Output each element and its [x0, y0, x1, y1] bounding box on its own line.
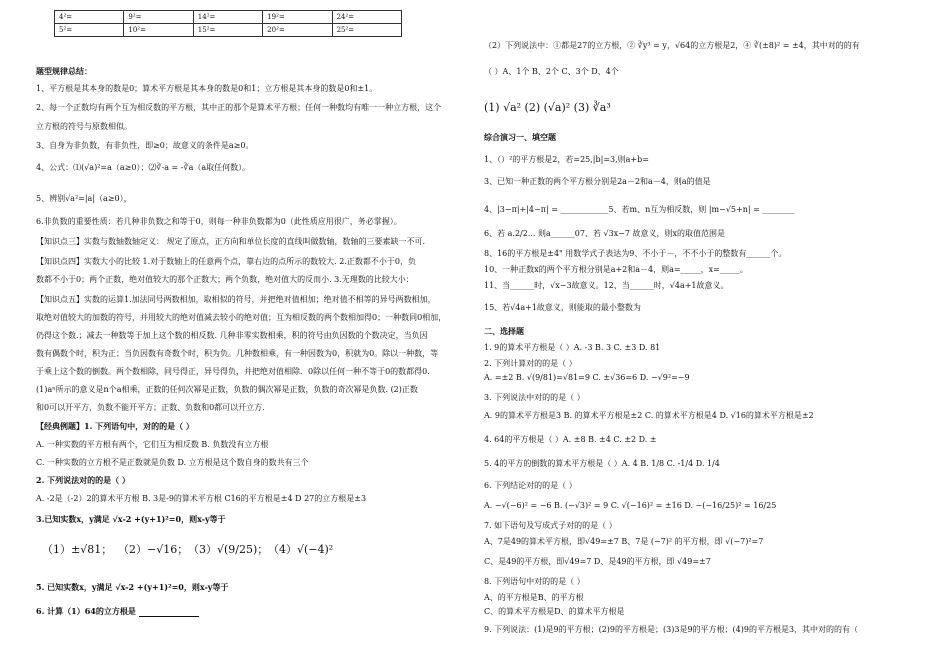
- question-title: [36, 606, 199, 617]
- text-line: 【知识点四】实数大小的比较 1.对于数轴上的任意两个点，靠右边的点所示的数较大. 2.正数都不小于0，负: [36, 257, 416, 266]
- choice-line: A、7是49的算术平方根，即√49=±7 B、7是 (−7)² 的平方根，即 √(−7)²=7: [484, 537, 764, 546]
- choice-line: 5. 4的平方的倒数的算术平方根是（ ）A. 4 B. 1/8 C. -1/4 D. 1/4: [484, 459, 720, 468]
- fill-line: 15、若√4a+1故意义，则能取的最小整数为: [484, 303, 641, 312]
- choice-line: 4. 64的平方根是（ ）A. ±8 B. ±4 C. ±2 D. ±: [484, 435, 657, 444]
- table-cell: 10²=: [124, 24, 193, 37]
- section-title: 二、选择题: [484, 326, 524, 336]
- option-line: A. 一种实数的平方根有两个，它们互为相反数 B. 负数没有立方根: [36, 440, 269, 449]
- choice-line: 7. 如下语句及写成式子对的的是（ ）: [484, 521, 617, 530]
- choice-line: 1. 9的算术平方根是（ ）A. -3 B. 3 C. ±3 D. 81: [484, 343, 661, 352]
- table-cell: 9²=: [124, 11, 193, 24]
- answer-blank: [139, 608, 199, 617]
- text-line: 仍得这个数.；减去一种数等于加上这个数的相反数. 几种非零实数相乘，积的符号由负因数的个数决定，当负因: [36, 331, 428, 340]
- choice-line: 9. 下列说法：(1)是9的平方根；(2)9的平方根是；(3)3是9的平方根；(4)9的平方根是3，其中对的的有（: [484, 625, 859, 634]
- fill-line: 6、若 a.2/2... 则a______07、若 √3x−7 故意义，则x的取值范围是: [484, 229, 726, 238]
- powers-table: [54, 10, 402, 37]
- section-title: 综合演习一、填空题: [484, 132, 556, 142]
- text-line: 取绝对值较大的加数的符号，并用较大的绝对值减去较小的绝对值；互为相反数的两个数相加得0；一种数同0相加，: [36, 313, 447, 322]
- fill-line: 8、16的平方根是±4" 用数学式子表达为9、不小于－，不不小于的整数有______个。: [484, 249, 787, 258]
- expr-item: （2）−√16；: [118, 543, 189, 556]
- choice-line: A. 9的算术平方根是3 B. 的算术平方根是±2 C. 的算术平方根是4 D. √16的算术平方根是±2: [484, 411, 814, 420]
- table-row: [55, 11, 402, 24]
- expr-item: （4）√(−4)²: [268, 543, 334, 556]
- example-title: 【经典例题】1. 下列语句中，对的的是（ ）: [36, 421, 194, 431]
- text-line: 数都不小于0；两个正数，绝对值较大的那个正数大；两个负数，绝对值大的反而小. 3.无理数的比较大小：: [36, 275, 414, 284]
- text-line: 6.非负数的重要性质：若几种非负数之和等于0，则每一种非负数都为0（此性质应用很广，务必掌握）。: [36, 217, 402, 226]
- text-line: 5、辨别√a²=|a|（a≥0），: [36, 194, 132, 203]
- text-line: 【知识点三】实数与数轴数轴定义： 规定了原点，正方向和单位长度的直线叫做数轴，数轴的三要素缺一不可.: [36, 237, 426, 246]
- table-cell: 25²=: [332, 24, 401, 37]
- question-line: （2）下列说法中：①都是27的立方根，② ∛y³ = y，√64的立方根是2，④ ∛(±8)² = ±4，其中对的的有: [484, 41, 860, 50]
- fill-line: 1、（）²的平方根是2，若=25,|b|=3,则a+b=: [484, 155, 649, 164]
- text-line: (1)aⁿ所示的意义是n个a相乘，正数的任何次幂是正数，负数的偶次幂是正数，负数的奇次幂是负数. (2)正数: [36, 385, 418, 394]
- choice-line: C、的算术平方根是D、的算术平方根是: [484, 607, 625, 616]
- option-line: A. -2是（-2）2的算术平方根 B. 3是-9的算术平方根 C16的平方根是±4 D 27的立方根是±3: [36, 494, 367, 503]
- fill-line: 10、一种正数x的两个平方根分别是a+2和a－4，则a=_____，x=_____。: [484, 265, 748, 274]
- summary-title: 题型规律总结：: [36, 66, 92, 76]
- choice-line: 6. 下列结论对的的是（ ）: [484, 481, 577, 490]
- table-cell: 19²=: [263, 11, 332, 24]
- choice-line: 2. 下列计算对的的是（ ）: [484, 359, 577, 368]
- question-title: 3.已知实数x，y满足 √x-2 +(y+1)²=0，则x-y等于: [36, 514, 226, 524]
- option-line: C. 一种实数的立方根不是正数就是负数 D. 立方根是这个数自身的数共有三个: [36, 458, 309, 467]
- text-line: 数有偶数个时，积为正；当负因数有奇数个时，积为负。几种数相乘，有一种因数为0，积就为0。除以一种数，等: [36, 349, 439, 358]
- fill-line: 11、当______时，√x−3故意义。12、当______时，√4a+1故意义。: [484, 281, 729, 290]
- table-cell: 20²=: [263, 24, 332, 37]
- choice-line: A. =±2 B. √(9/81)=√81=9 C. ±√36=6 D. −√9²=−9: [484, 373, 690, 382]
- choice-line: C、是49的平方根，即√49=7 D、是49的平方根，即 √49=±7: [484, 557, 711, 566]
- choice-line: A、的平方根是B、的平方根: [484, 593, 584, 602]
- question-text: 6. 计算（1）64的立方根是: [36, 606, 136, 616]
- fill-line: 4、|3−π|+|4−π| = ____________5、若m、n互为相反数，则 |m−√5+n| = ________: [484, 205, 795, 214]
- choice-line: 8. 下列语句中对的的是（ ）: [484, 577, 585, 586]
- expr-line: (1) √a² (2) (√a)² (3) ∛a³: [484, 101, 611, 114]
- text-line: 2、每一个正数均有两个互为相反数的平方根，其中正的那个是算术平方根；任何一种数均有唯一一种立方根，这个: [36, 103, 442, 112]
- table-cell: 4²=: [55, 11, 124, 24]
- table-cell: 14²=: [193, 11, 262, 24]
- expr-item: （3）√(9/25)；: [188, 543, 269, 556]
- expr-item: （1）±√81；: [42, 543, 113, 556]
- choice-line: 3. 下列说法中对的的是（ ）: [484, 393, 585, 402]
- text-line: 4、公式：⑴(√a)²=a（a≥0）；⑵∛-a = -∛a（a取任何数）。: [36, 163, 251, 172]
- option-line: （ ）A、1个 B、2个 C、3个 D、4个: [484, 67, 619, 76]
- fill-line: 3、已知一种正数的两个平方根分别是2a－2和a－4，则a的值是: [484, 177, 711, 186]
- text-line: 立方根的符号与原数相似。: [36, 122, 132, 131]
- text-line: 1、平方根是其本身的数是0；算术平方根是其本身的数是0和1；立方根是其本身的数是0和±1。: [36, 84, 378, 93]
- question-title: 2. 下列说法对的的是（ ）: [36, 475, 130, 485]
- text-line: 和0可以开平方，负数不能开平方；正数、负数和0都可以开立方.: [36, 403, 265, 412]
- table-cell: 5²=: [55, 24, 124, 37]
- text-line: 【知识点五】实数的运算1.加法同号两数相加，取相似的符号，并把绝对值相加；绝对值不相等的异号两数相加，: [36, 295, 436, 304]
- text-line: 3、自身为非负数，有非负性，即≥0；故意义的条件是a≥0。: [36, 141, 254, 150]
- table-cell: 15²=: [193, 24, 262, 37]
- table-cell: 24²=: [332, 11, 401, 24]
- text-line: 于乘上这个数的倒数。两个数相除，同号得正，异号得负，并把绝对值相除．0除以任何一种不等于0的数都得0.: [36, 367, 430, 376]
- table-row: [55, 24, 402, 37]
- question-title: 5. 已知实数x，y满足 √x-2 +(y+1)²=0，则x-y等于: [36, 582, 229, 592]
- choice-line: A. −√(−6)² = −6 B. (−√3)² = 9 C. √(−16)² = ±16 D. −(−16/25)² = 16/25: [484, 501, 777, 510]
